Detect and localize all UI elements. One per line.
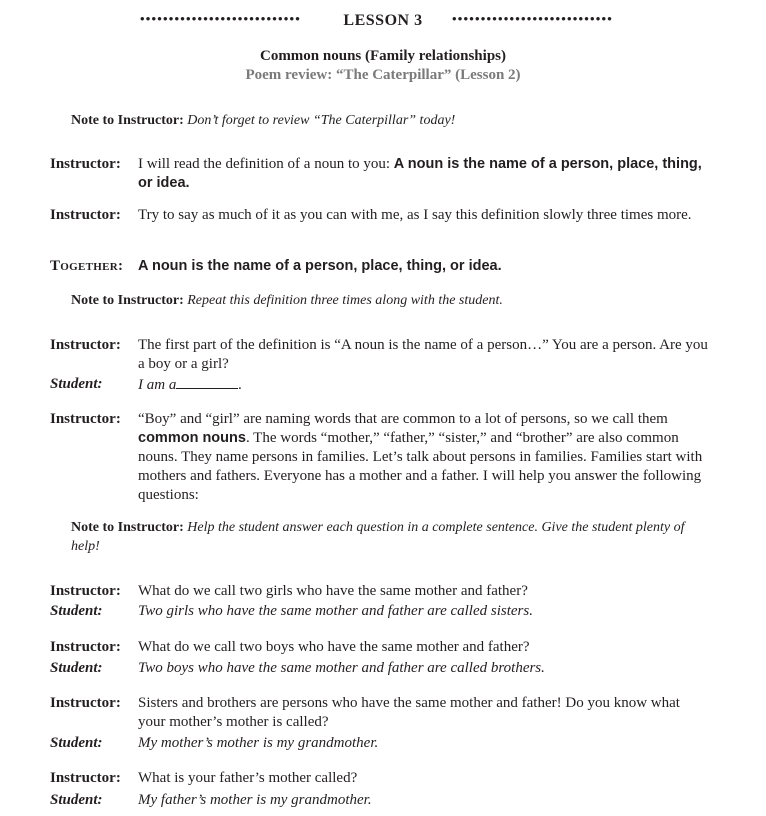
student-label: Student: bbox=[50, 603, 103, 619]
lesson-title: LESSON 3 bbox=[343, 12, 423, 29]
noun-definition: A noun is the name of a person, place, thing, or idea. bbox=[138, 156, 702, 191]
question-text: Sisters and brothers are persons who have the same mother and father! Do you know what your mother’s mother is called? bbox=[138, 695, 680, 730]
instructor-text: I will read the definition of a noun to you: bbox=[138, 156, 394, 172]
together-line: A noun is the name of a person, place, thing, or idea. bbox=[138, 258, 502, 274]
student-label: Student: bbox=[50, 735, 103, 751]
instructor-label: Instructor: bbox=[50, 770, 121, 786]
instructor-label: Instructor: bbox=[50, 583, 121, 599]
student-text: I am a bbox=[138, 377, 177, 393]
answer-text: My mother’s mother is my grandmother. bbox=[138, 735, 379, 751]
answer-text: My father’s mother is my grandmother. bbox=[138, 792, 372, 808]
note-label: Note to Instructor: bbox=[71, 520, 184, 535]
instructor-label: Instructor: bbox=[50, 695, 121, 711]
question-text: What do we call two girls who have the same mother and father? bbox=[138, 583, 528, 599]
poem-review-line: Poem review: “The Caterpillar” (Lesson 2) bbox=[245, 67, 521, 83]
note-to-instructor-3 bbox=[71, 518, 701, 556]
together-label: Together: bbox=[50, 258, 124, 274]
instructor-label: Instructor: bbox=[50, 207, 121, 223]
instructor-line bbox=[138, 410, 710, 505]
note-to-instructor-2 bbox=[71, 291, 701, 310]
instructor-line bbox=[138, 155, 710, 193]
instructor-line: Try to say as much of it as you can with me, as I say this definition slowly three times more. bbox=[138, 207, 692, 223]
note-label: Note to Instructor: bbox=[71, 113, 184, 128]
answer-text: Two boys who have the same mother and father are called brothers. bbox=[138, 660, 545, 676]
note-label: Note to Instructor: bbox=[71, 293, 184, 308]
instructor-label: Instructor: bbox=[50, 156, 121, 172]
instructor-label: Instructor: bbox=[50, 639, 121, 655]
instructor-text-cont: . The words “mother,” “father,” “sister,” and “brother” are also common nouns. They name persons in families. Let’s talk about persons in families. Families start with mothers and fathers. Everyone has a mother and a father. I will help you answer the following questions: bbox=[138, 430, 703, 503]
note-text: Don’t forget to review “The Caterpillar” today! bbox=[187, 113, 456, 128]
note-text: Help the student answer each question in a complete sentence. Give the student plenty of help! bbox=[71, 520, 685, 554]
instructor-line: The first part of the definition is “A noun is the name of a person…” You are a person. Are you a boy or a girl? bbox=[138, 337, 708, 372]
answer-text: Two girls who have the same mother and father are called sisters. bbox=[138, 603, 533, 619]
student-label: Student: bbox=[50, 792, 103, 808]
student-text-end: . bbox=[238, 377, 243, 393]
question-text: What do we call two boys who have the same mother and father? bbox=[138, 639, 530, 655]
note-text: Repeat this definition three times along with the student. bbox=[187, 293, 503, 308]
header-dots-right: •••••••••••••••••••••••••••• bbox=[452, 12, 614, 26]
header-dots-left: •••••••••••••••••••••••••••• bbox=[140, 12, 302, 26]
common-nouns-term: common nouns bbox=[138, 430, 246, 446]
instructor-label: Instructor: bbox=[50, 411, 121, 427]
student-line bbox=[138, 375, 710, 395]
student-label: Student: bbox=[50, 376, 103, 392]
answer-blank bbox=[176, 375, 238, 389]
lesson-subtitle: Common nouns (Family relationships) bbox=[259, 48, 506, 64]
question-text: What is your father’s mother called? bbox=[138, 770, 358, 786]
note-to-instructor-1 bbox=[71, 111, 701, 130]
instructor-text: “Boy” and “girl” are naming words that are common to a lot of persons, so we call them bbox=[138, 411, 668, 427]
student-label: Student: bbox=[50, 660, 103, 676]
instructor-label: Instructor: bbox=[50, 337, 121, 353]
